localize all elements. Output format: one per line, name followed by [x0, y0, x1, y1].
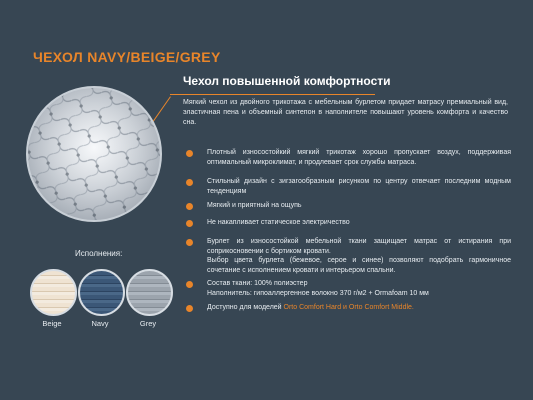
- feature-text: [207, 303, 511, 313]
- bullet-dot-icon: [186, 239, 193, 246]
- feature-text: Бурлет из износостойкой мебельной ткани защищает матрас от истирания при соприкосновении с бортиком кровати.: [207, 238, 511, 255]
- fabric-closeup-image: [26, 86, 162, 222]
- swatch-label-navy: Navy: [91, 319, 109, 328]
- intro-text: Мягкий чехол из двойного трикотажа с мебельным бурлетом придает матрасу премиальный вид, эластичная пена и объемный синтепон в наполнителе повышают уровень комфорта и качество сна.: [183, 99, 508, 126]
- swatch-navy: [78, 269, 125, 316]
- connector-horizontal: [170, 94, 375, 95]
- bullet-dot-icon: [186, 203, 193, 210]
- swatch-label-grey: Grey: [139, 319, 157, 328]
- models-highlight: Orto Comfort Hard и Orto Comfort Middle.: [283, 304, 414, 311]
- swatch-beige: [30, 269, 77, 316]
- bullet-dot-icon: [186, 179, 193, 186]
- swatch-label-beige: Beige: [42, 319, 62, 328]
- feature-text: Состав ткани: 100% полиэстер: [207, 280, 308, 287]
- feature-text: Стильный дизайн с зигзагообразным рисунком по центру отвечает последним модным тенденциям: [207, 178, 511, 195]
- feature-text-continued: Выбор цвета бурлета (бежевое, серое и синее) позволяют подобрать гармоничное сочетание с исполнением кровати и интерьером спальни.: [207, 257, 511, 274]
- feature-text: Мягкий и приятный на ощупь: [207, 202, 302, 209]
- section-subtitle: Чехол повышенной комфортности: [183, 74, 391, 88]
- bullet-dot-icon: [186, 150, 193, 157]
- variants-label: Исполнения:: [75, 249, 123, 258]
- swatch-grey: [126, 269, 173, 316]
- bullet-dot-icon: [186, 305, 193, 312]
- page-title: ЧЕХОЛ NAVY/BEIGE/GREY: [33, 49, 221, 65]
- feature-text: Плотный износостойкий мягкий трикотаж хорошо пропускает воздух, поддерживая оптимальный микроклимат, и продлевает срок службы матраса.: [207, 149, 511, 166]
- feature-text-prefix: Доступно для моделей: [207, 304, 284, 311]
- bullet-dot-icon: [186, 220, 193, 227]
- bullet-dot-icon: [186, 281, 193, 288]
- feature-text: Не накапливает статическое электричество: [207, 219, 350, 226]
- feature-text-continued: Наполнитель: гипоаллергенное волокно 370 г/м2 + Ormafoam 10 мм: [207, 290, 429, 297]
